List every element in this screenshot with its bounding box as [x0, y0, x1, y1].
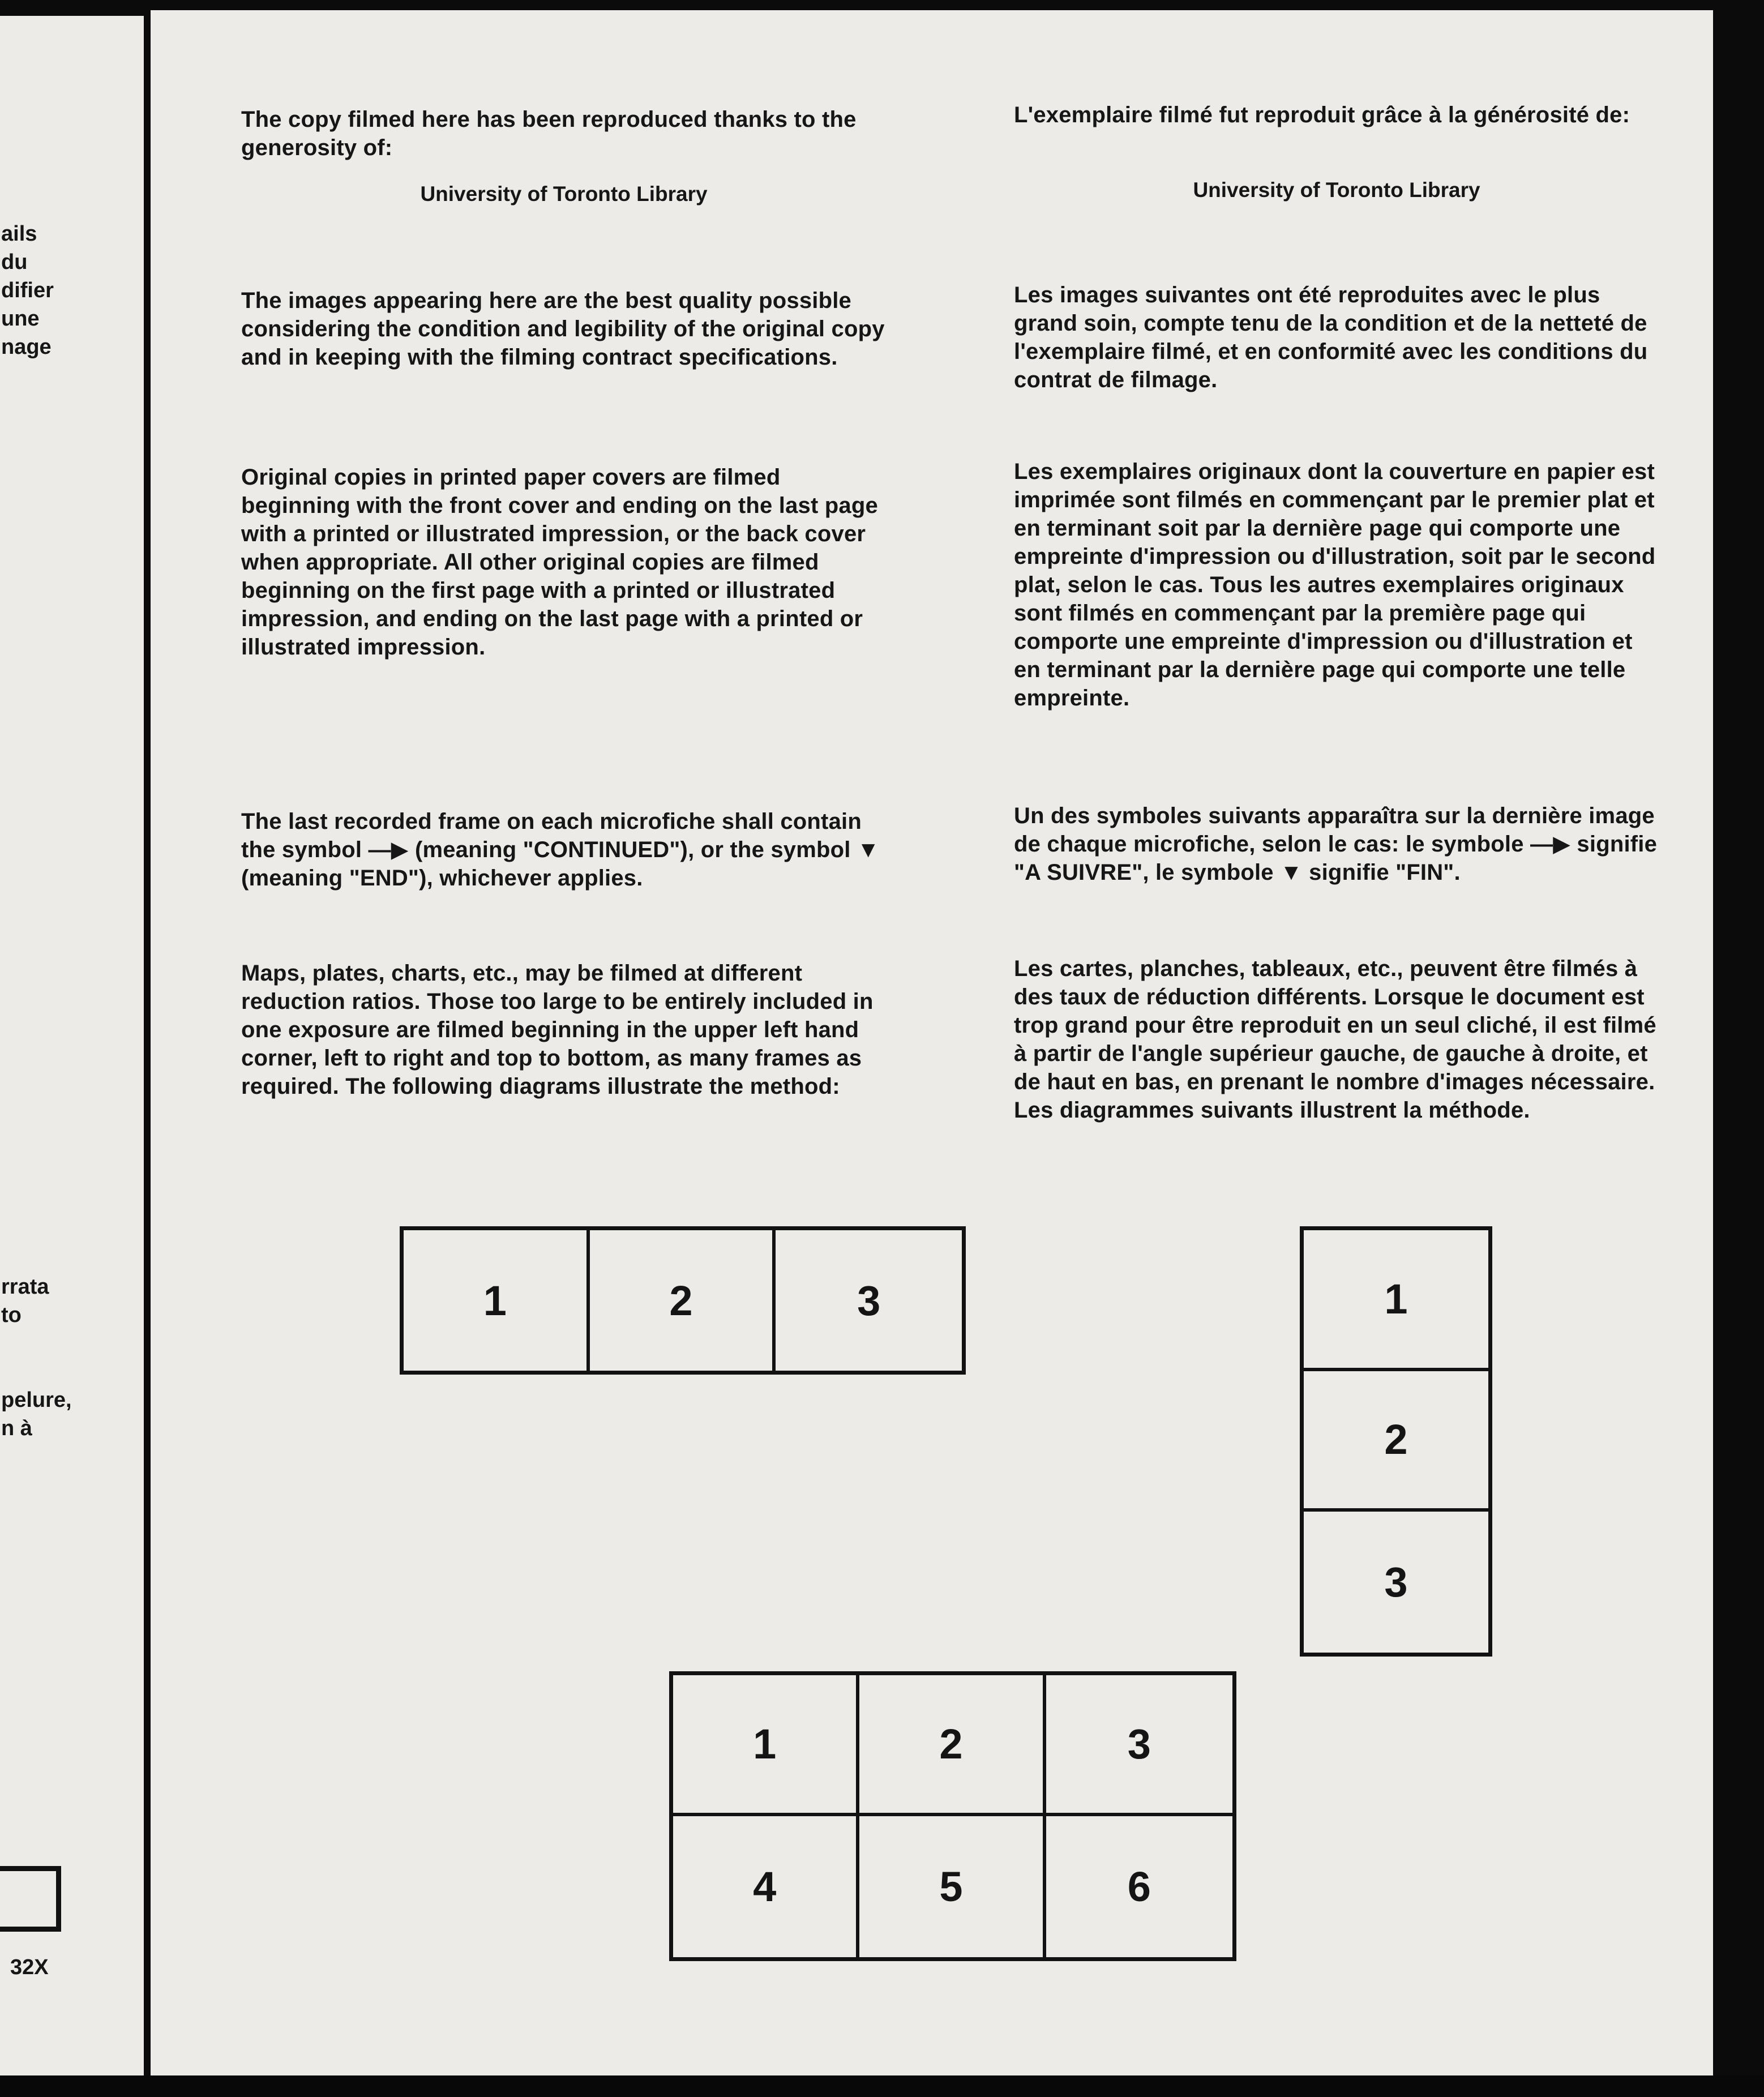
fragment-text-line: ails	[1, 222, 37, 246]
filming-notice-page	[151, 10, 1713, 2075]
fragment-text-line: to	[1, 1303, 22, 1327]
frame-number-cell: 5	[859, 1816, 1046, 1957]
english-credit-intro: The copy filmed here has been reproduced thanks to the generosity of:	[241, 107, 857, 160]
fragment-text-line: n à	[1, 1416, 32, 1440]
frame-number-cell: 4	[673, 1816, 859, 1957]
french-symbols-paragraph: Un des symboles suivants apparaîtra sur la dernière image de chaque microfiche, selon le cas: le symbole —▶ signifie "A SUIVRE", le symbole ▼ signifie "FIN".	[1014, 803, 1658, 885]
fragment-text-line: nage	[1, 335, 52, 359]
frame-number-cell: 3	[1384, 1559, 1408, 1606]
english-originals-paragraph: Original copies in printed paper covers are filmed beginning with the front cover and ending on the last page with a printed or illustrated impression, or the back cover when appropriate. All other original copies are filmed beginning on the first page with a printed or illustrated impression, and ending on the last page with a printed or illustrated impression.	[241, 465, 878, 660]
frame-number-cell: 1	[1304, 1230, 1488, 1371]
fragment-text-line: rrata	[1, 1275, 49, 1299]
fragment-text-line: pelure,	[1, 1388, 72, 1412]
frame-number-cell: 2	[1304, 1371, 1488, 1512]
fragment-text-line: une	[1, 307, 40, 331]
reduction-ratio-box	[0, 1866, 61, 1932]
english-symbols-paragraph: The last recorded frame on each microfiche shall contain the symbol —▶ (meaning "CONTINUED"), or the symbol ▼ (meaning "END"), whichever applies.	[241, 809, 880, 891]
english-maps-paragraph: Maps, plates, charts, etc., may be filmed at different reduction ratios. Those too large to be entirely included in one exposure are filmed beginning in the upper left hand corner, left to right and top to bottom, as many frames as required. The following diagrams illustrate the method:	[241, 961, 874, 1099]
frame-number-cell: 1	[404, 1230, 590, 1371]
vertical-frames-diagram	[1300, 1226, 1492, 1657]
reduction-ratio-label: 32X	[10, 1955, 49, 1979]
fragment-text-line: du	[1, 250, 28, 274]
frame-number-cell: 3	[857, 1277, 881, 1324]
french-maps-paragraph: Les cartes, planches, tableaux, etc., peuvent être filmés à des taux de réduction différents. Lorsque le document est trop grand pour être reproduit en un seul cliché, il est filmé à partir de l'angle supérieur gauche, de gauche à droite, et de haut en bas, en prenant le nombre d'images nécessaire. Les diagrammes suivants illustrent la méthode.	[1014, 956, 1656, 1123]
film-border	[0, 2075, 1764, 2097]
previous-page-fragment	[0, 16, 144, 2075]
frame-number-cell: 6	[1127, 1863, 1151, 1910]
english-quality-paragraph: The images appearing here are the best quality possible considering the condition and legibility of the original copy and in keeping with the filming contract specifications.	[241, 288, 885, 370]
frame-number-cell: 2	[859, 1675, 1046, 1816]
frame-number-cell: 1	[673, 1675, 859, 1816]
grid-frames-diagram	[669, 1671, 1236, 1961]
horizontal-frames-diagram	[400, 1226, 966, 1375]
french-originals-paragraph: Les exemplaires originaux dont la couverture en papier est imprimée sont filmés en commençant par le premier plat et en terminant soit par la dernière page qui comporte une empreinte d'impression ou d'illustration, soit par le second plat, selon le cas. Tous les autres exemplaires originaux sont filmés en commençant par la première page qui comporte une empreinte d'impression ou d'illustration et en terminant par la dernière page qui comporte une telle empreinte.	[1014, 459, 1656, 711]
french-library-name: University of Toronto Library	[1193, 178, 1480, 202]
english-library-name: University of Toronto Library	[420, 182, 708, 206]
french-quality-paragraph: Les images suivantes ont été reproduites avec le plus grand soin, compte tenu de la condition et de la netteté de l'exemplaire filmé, et en conformité avec les conditions du contrat de filmage.	[1014, 283, 1648, 392]
fragment-text-line: difier	[1, 279, 54, 302]
frame-number-cell: 3	[1046, 1675, 1232, 1816]
french-credit-intro: L'exemplaire filmé fut reproduit grâce à la générosité de:	[1014, 102, 1630, 127]
frame-number-cell: 2	[590, 1230, 776, 1371]
